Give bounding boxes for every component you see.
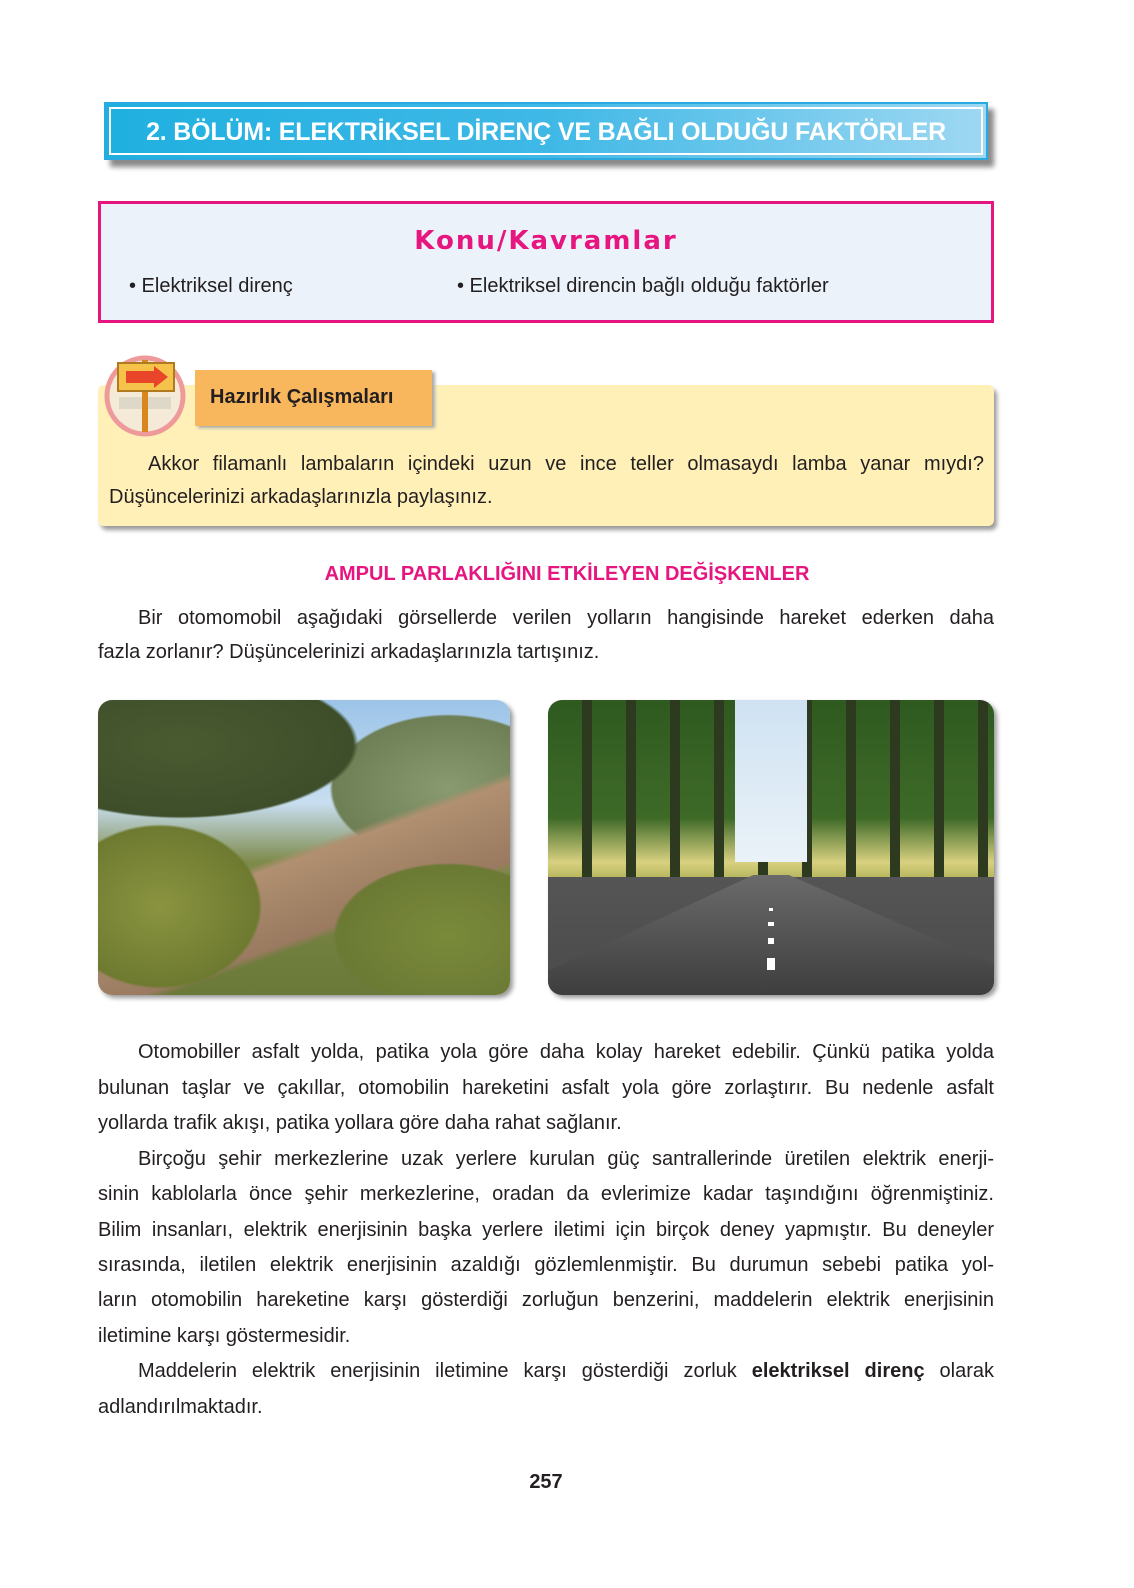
topics-title: Konu/Kavramlar xyxy=(414,226,678,256)
intro-line: Bir otomomobil aşağıdaki görsellerde verilen yolların hangisinde hareket ederken daha xyxy=(138,607,994,629)
body-line: yollarda trafik akışı, patika yollara göre daha rahat sağlanır. xyxy=(98,1112,622,1134)
body-line: ların otomobilin hareketine karşı gösterdiği zorluğun benzerini, maddelerin elektrik enerjisinin xyxy=(98,1289,994,1311)
topic-item: • Elektriksel direncin bağlı olduğu faktörler xyxy=(457,275,829,297)
preparation-tab xyxy=(195,370,432,426)
body-line: iletimine karşı göstermesidir. xyxy=(98,1325,351,1347)
body-line: Otomobiller asfalt yolda, patika yola göre daha kolay hareket edebilir. Çünkü patika yolda xyxy=(138,1041,994,1063)
page-number: 257 xyxy=(529,1471,563,1493)
signpost-icon xyxy=(104,355,186,437)
definition-line: adlandırılmaktadır. xyxy=(98,1396,263,1418)
body-line: Birçoğu şehir merkezlerine uzak yerlere kurulan güç santrallerinde üretilen elektrik enerji- xyxy=(138,1148,994,1170)
definition-text: Maddelerin elektrik enerjisinin iletimine karşı gösterdiği zorluk xyxy=(138,1360,752,1382)
preparation-instruction: Düşüncelerinizi arkadaşlarınızla paylaşınız. xyxy=(109,486,493,508)
chapter-header xyxy=(104,102,988,160)
chapter-title: 2. BÖLÜM: ELEKTRİKSEL DİRENÇ VE BAĞLI OLDUĞU FAKTÖRLER xyxy=(146,118,946,146)
preparation-question: Akkor filamanlı lambaların içindeki uzun ve ince teller olmasaydı lamba yanar mıydı? xyxy=(148,453,984,475)
body-line: bulunan taşlar ve çakıllar, otomobilin hareketini asfalt yola göre zorlaştırır. Bu nedenle asfalt xyxy=(98,1077,994,1099)
topics-box xyxy=(98,201,994,323)
preparation-title: Hazırlık Çalışmaları xyxy=(210,386,394,408)
dirt-path-photo xyxy=(98,700,510,995)
body-line: sırasında, iletilen elektrik enerjisinin azaldığı gözlemlenmiştir. Bu durumun sebebi patika yol- xyxy=(98,1254,994,1276)
body-line: sinin kablolarla önce şehir merkezlerine, oradan da evlerimize kadar taşındığını öğrenmiştiniz. xyxy=(98,1183,994,1205)
intro-line: fazla zorlanır? Düşüncelerinizi arkadaşlarınızla tartışınız. xyxy=(98,641,600,663)
definition-term: elektriksel direnç xyxy=(751,1360,925,1382)
body-line: Bilim insanları, elektrik enerjisinin başka yerlere iletimi için birçok deney yapmıştır. Bu deneyler xyxy=(98,1219,994,1241)
topic-item: • Elektriksel direnç xyxy=(129,275,293,297)
section-title: AMPUL PARLAKLIĞINI ETKİLEYEN DEĞİŞKENLER xyxy=(324,563,810,585)
asphalt-road-photo xyxy=(548,700,994,995)
definition-text: olarak xyxy=(924,1360,994,1382)
definition-line xyxy=(138,1360,994,1383)
